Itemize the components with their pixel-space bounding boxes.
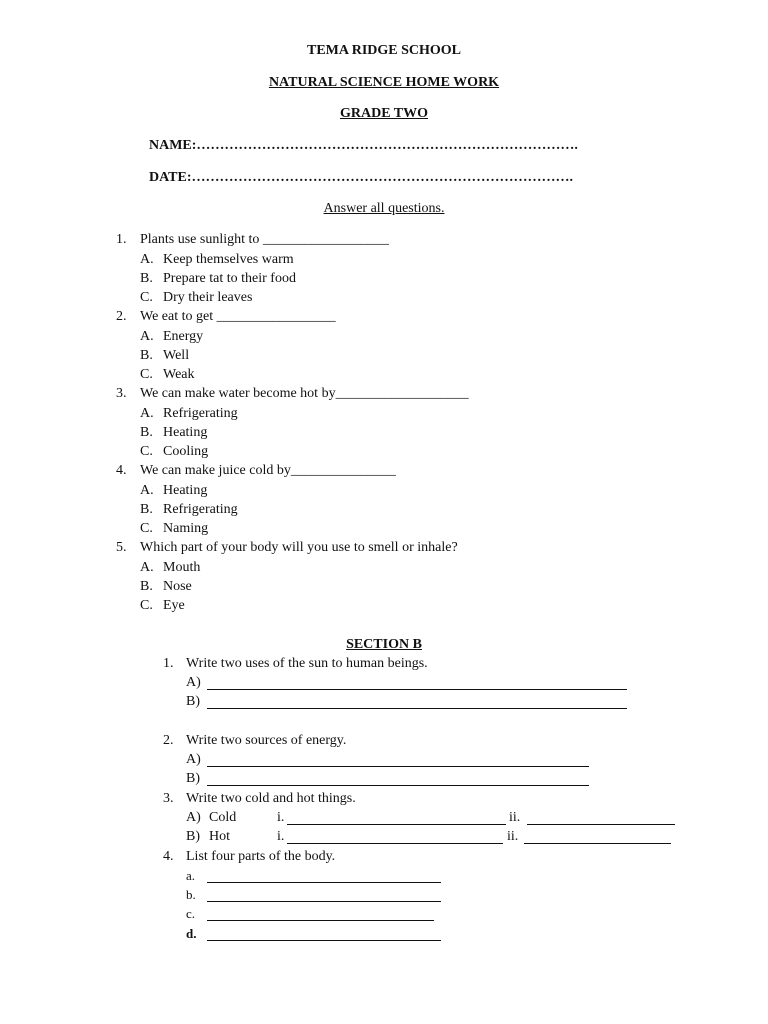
answer-line[interactable] bbox=[207, 689, 627, 690]
answer-label: A) bbox=[186, 752, 201, 767]
option-text[interactable]: Refrigerating bbox=[163, 406, 238, 421]
answer-line[interactable] bbox=[207, 785, 589, 786]
option-letter: C. bbox=[140, 290, 153, 305]
question-text: Write two uses of the sun to human beings. bbox=[186, 656, 428, 671]
question-text: We can make water become hot by___________________ bbox=[140, 386, 469, 401]
answer-label: B) bbox=[186, 829, 200, 844]
option-text[interactable]: Heating bbox=[163, 425, 208, 440]
option-letter: C. bbox=[140, 598, 153, 613]
answer-label: a. bbox=[186, 868, 196, 883]
option-letter: A. bbox=[140, 329, 154, 344]
option-text[interactable]: Naming bbox=[163, 521, 209, 536]
answer-label: A) bbox=[186, 810, 201, 825]
grade-title: GRADE TWO bbox=[339, 106, 429, 121]
answer-label: B) bbox=[186, 771, 200, 786]
option-letter: A. bbox=[140, 252, 154, 267]
option-letter: A. bbox=[140, 560, 154, 575]
option-letter: A. bbox=[140, 406, 154, 421]
question-number: 5. bbox=[116, 540, 127, 555]
option-letter: A. bbox=[140, 483, 154, 498]
question-number: 1. bbox=[116, 232, 127, 247]
option-letter: B. bbox=[140, 271, 153, 286]
answer-line[interactable] bbox=[207, 882, 441, 883]
answer-label: c. bbox=[186, 906, 196, 921]
option-text[interactable]: Keep themselves warm bbox=[163, 252, 294, 267]
question-text: Plants use sunlight to __________________ bbox=[140, 232, 389, 247]
option-text[interactable]: Nose bbox=[163, 579, 192, 594]
question-text: Write two cold and hot things. bbox=[186, 791, 356, 806]
option-letter: C. bbox=[140, 367, 153, 382]
subject-title: NATURAL SCIENCE HOME WORK bbox=[268, 75, 500, 90]
answer-label: A) bbox=[186, 675, 201, 690]
option-text[interactable]: Energy bbox=[163, 329, 204, 344]
question-number: 4. bbox=[116, 463, 127, 478]
question-number: 3. bbox=[163, 791, 174, 806]
answer-label: B) bbox=[186, 694, 200, 709]
option-letter: B. bbox=[140, 579, 153, 594]
option-text[interactable]: Prepare tat to their food bbox=[163, 271, 296, 286]
answer-line[interactable] bbox=[207, 940, 441, 941]
answer-line[interactable] bbox=[207, 708, 627, 709]
option-letter: B. bbox=[140, 425, 153, 440]
answer-line[interactable] bbox=[207, 901, 441, 902]
option-text[interactable]: Eye bbox=[163, 598, 185, 613]
answer-line[interactable] bbox=[287, 824, 506, 825]
answer-line[interactable] bbox=[207, 766, 589, 767]
option-text[interactable]: Mouth bbox=[163, 560, 201, 575]
hot-label: Hot bbox=[209, 829, 230, 844]
section-b-title: SECTION B bbox=[346, 637, 422, 652]
question-text: Write two sources of energy. bbox=[186, 733, 347, 748]
option-text[interactable]: Weak bbox=[163, 367, 195, 382]
answer-line[interactable] bbox=[527, 824, 675, 825]
option-text[interactable]: Dry their leaves bbox=[163, 290, 253, 305]
roman-i-label: i. bbox=[277, 810, 285, 825]
question-number: 1. bbox=[163, 656, 174, 671]
answer-line[interactable] bbox=[524, 843, 671, 844]
roman-ii-label: ii. bbox=[507, 829, 519, 844]
option-letter: C. bbox=[140, 444, 153, 459]
option-text[interactable]: Heating bbox=[163, 483, 208, 498]
roman-ii-label: ii. bbox=[509, 810, 521, 825]
option-letter: C. bbox=[140, 521, 153, 536]
date-field[interactable]: DATE:………………………………………………………………………. bbox=[149, 170, 574, 185]
question-text: Which part of your body will you use to smell or inhale? bbox=[140, 540, 458, 555]
instructions: Answer all questions. bbox=[323, 201, 445, 216]
question-number: 2. bbox=[116, 309, 127, 324]
answer-line[interactable] bbox=[287, 843, 503, 844]
answer-label: b. bbox=[186, 887, 196, 902]
option-text[interactable]: Cooling bbox=[163, 444, 209, 459]
option-letter: B. bbox=[140, 348, 153, 363]
question-text: We can make juice cold by_______________ bbox=[140, 463, 396, 478]
answer-line[interactable] bbox=[207, 920, 434, 921]
option-text[interactable]: Refrigerating bbox=[163, 502, 238, 517]
school-name: TEMA RIDGE SCHOOL bbox=[306, 43, 462, 58]
question-text: We eat to get _________________ bbox=[140, 309, 336, 324]
question-number: 4. bbox=[163, 849, 174, 864]
question-text: List four parts of the body. bbox=[186, 849, 336, 864]
question-number: 3. bbox=[116, 386, 127, 401]
name-field[interactable]: NAME:………………………………………………………………………. bbox=[149, 138, 578, 153]
cold-label: Cold bbox=[209, 810, 237, 825]
option-text[interactable]: Well bbox=[163, 348, 190, 363]
question-number: 2. bbox=[163, 733, 174, 748]
answer-label: d. bbox=[186, 926, 197, 941]
roman-i-label: i. bbox=[277, 829, 285, 844]
option-letter: B. bbox=[140, 502, 153, 517]
